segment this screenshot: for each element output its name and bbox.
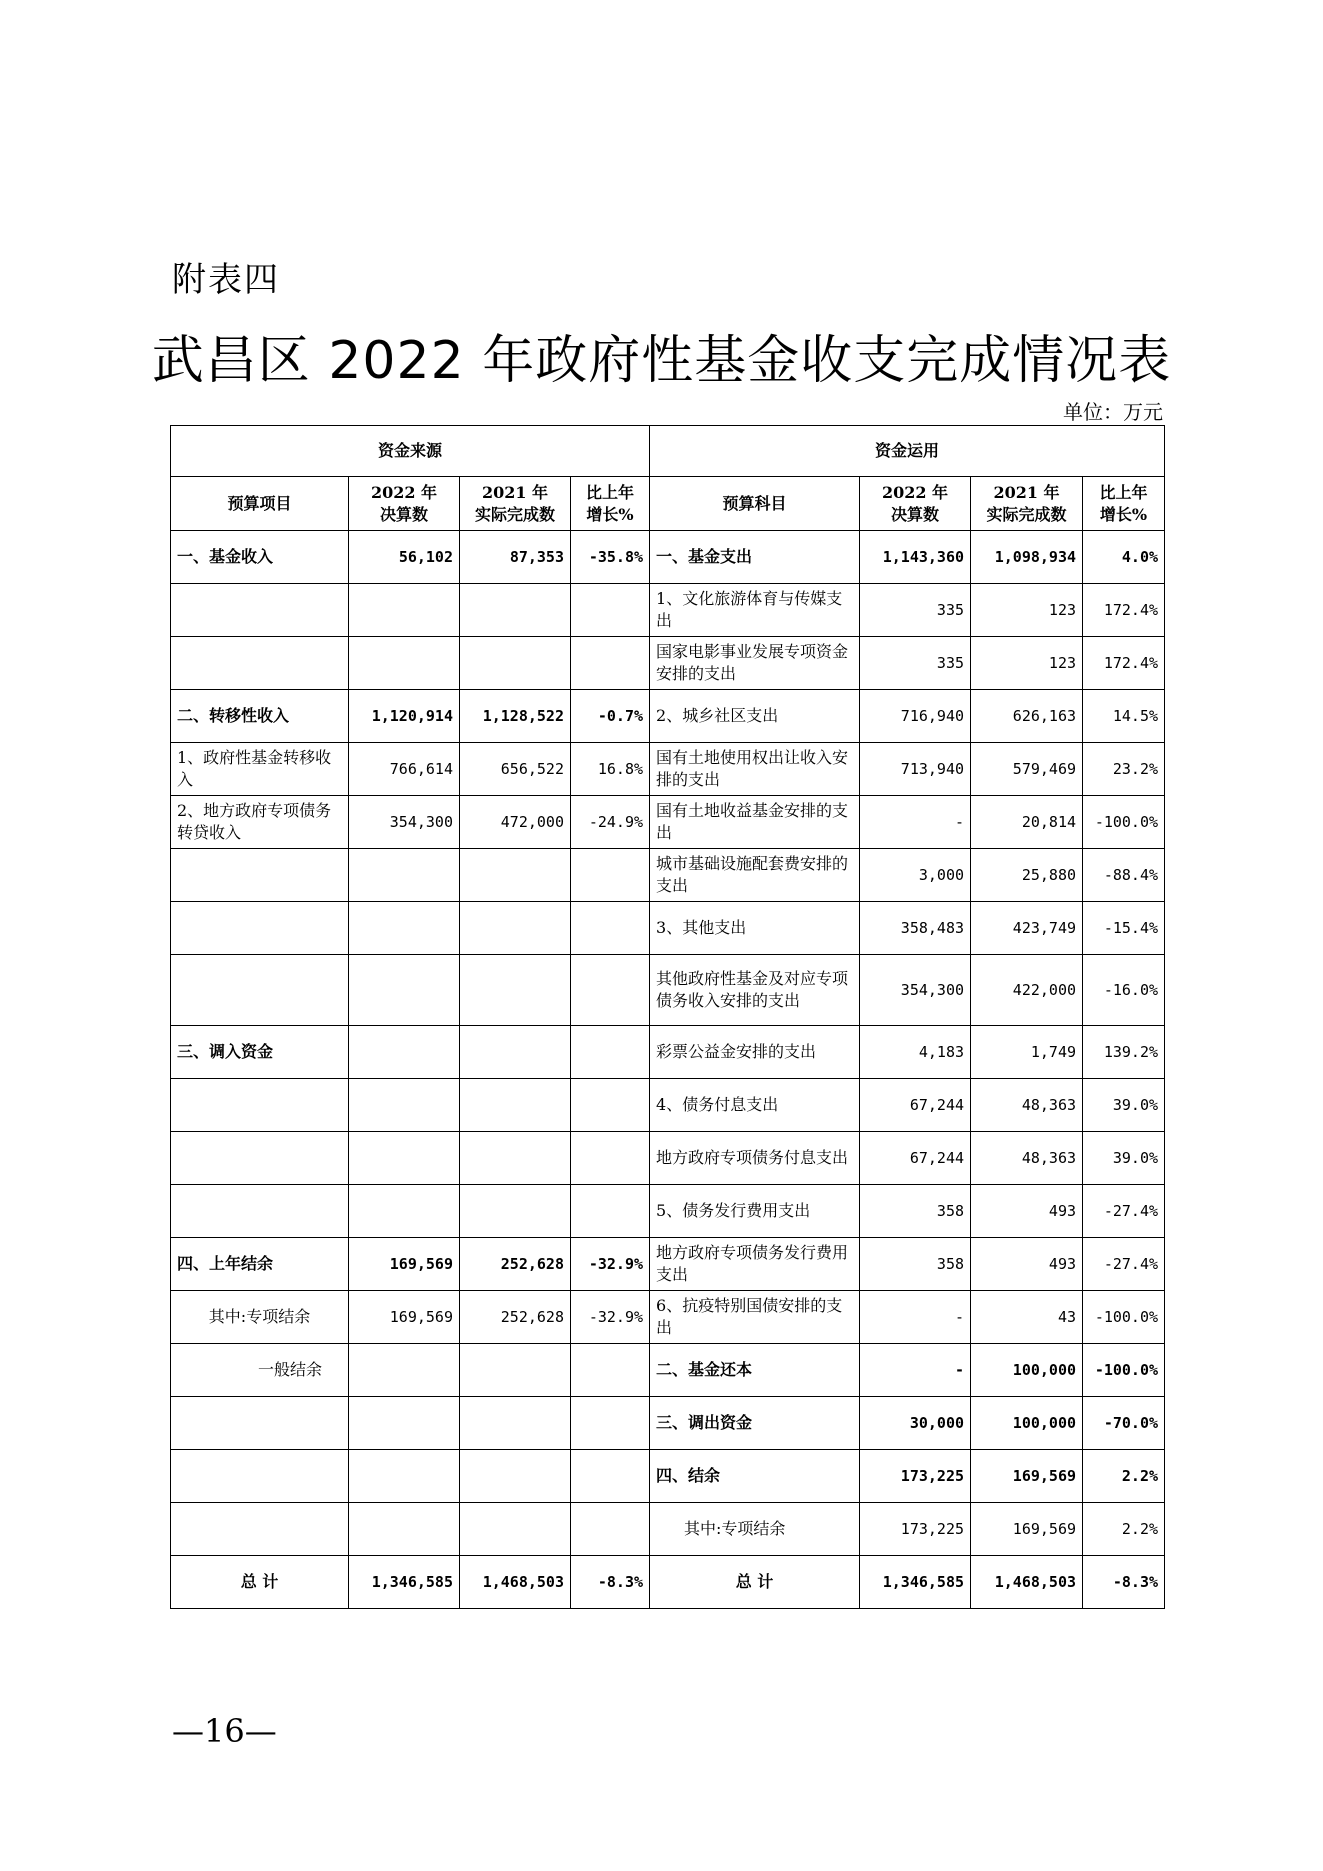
source-item: 四、上年结余: [171, 1238, 349, 1291]
source-growth: -24.9%: [571, 796, 650, 849]
source-2021: [460, 1079, 571, 1132]
use-item: 四、结余: [650, 1450, 860, 1503]
source-2021: 656,522: [460, 743, 571, 796]
use-item: 6、抗疫特别国债安排的支出: [650, 1291, 860, 1344]
use-2022: 716,940: [860, 690, 971, 743]
section-source: 资金来源: [171, 426, 650, 477]
source-2021: 252,628: [460, 1238, 571, 1291]
use-growth: 172.4%: [1083, 584, 1165, 637]
use-2021: 579,469: [971, 743, 1083, 796]
column-header-row: [171, 477, 1165, 531]
use-growth: 172.4%: [1083, 637, 1165, 690]
source-2022: [349, 1397, 460, 1450]
source-item: [171, 1450, 349, 1503]
source-growth: [571, 902, 650, 955]
use-item: 三、调出资金: [650, 1397, 860, 1450]
col-header-2022: 2022 年 决算数: [860, 477, 971, 531]
source-item: 2、地方政府专项债务转贷收入: [171, 796, 349, 849]
use-2022: 3,000: [860, 849, 971, 902]
source-2021: [460, 1344, 571, 1397]
use-item: 彩票公益金安排的支出: [650, 1026, 860, 1079]
col-header-subject: 预算科目: [650, 477, 860, 531]
source-2022: [349, 1132, 460, 1185]
source-growth: [571, 955, 650, 1026]
use-2021: 423,749: [971, 902, 1083, 955]
source-2021: [460, 955, 571, 1026]
source-2022: [349, 1503, 460, 1556]
source-growth: [571, 1079, 650, 1132]
source-2022: 1,346,585: [349, 1556, 460, 1609]
source-growth: [571, 1503, 650, 1556]
source-growth: -32.9%: [571, 1291, 650, 1344]
source-growth: [571, 584, 650, 637]
source-2021: 472,000: [460, 796, 571, 849]
use-growth: -88.4%: [1083, 849, 1165, 902]
use-2022: 173,225: [860, 1503, 971, 1556]
source-item: 二、转移性收入: [171, 690, 349, 743]
source-total-label: 总 计: [171, 1556, 349, 1609]
use-2021: 422,000: [971, 955, 1083, 1026]
use-growth: 2.2%: [1083, 1503, 1165, 1556]
use-2022: 358: [860, 1185, 971, 1238]
source-item: 三、调入资金: [171, 1026, 349, 1079]
page-title: 武昌区 2022 年政府性基金收支完成情况表: [151, 331, 1172, 391]
use-item: 国有土地使用权出让收入安排的支出: [650, 743, 860, 796]
use-2021: 48,363: [971, 1079, 1083, 1132]
table-row: [171, 584, 1165, 637]
use-growth: 39.0%: [1083, 1132, 1165, 1185]
use-2022: -: [860, 1291, 971, 1344]
source-growth: -32.9%: [571, 1238, 650, 1291]
source-2022: [349, 1026, 460, 1079]
section-use: 资金运用: [650, 426, 1165, 477]
source-2022: [349, 1185, 460, 1238]
fund-table: [170, 425, 1165, 1609]
use-2021: 493: [971, 1238, 1083, 1291]
source-item: [171, 1503, 349, 1556]
use-total-label: 总 计: [650, 1556, 860, 1609]
source-item: [171, 1185, 349, 1238]
use-2021: 123: [971, 637, 1083, 690]
source-2021: 1,128,522: [460, 690, 571, 743]
source-item: [171, 955, 349, 1026]
use-2022: 358,483: [860, 902, 971, 955]
use-2021: 20,814: [971, 796, 1083, 849]
table-row: [171, 796, 1165, 849]
source-item: [171, 584, 349, 637]
col-header-2021: 2021 年 实际完成数: [460, 477, 571, 531]
use-item: 1、文化旅游体育与传媒支出: [650, 584, 860, 637]
source-growth: [571, 1132, 650, 1185]
use-2022: 1,143,360: [860, 531, 971, 584]
use-item: 一、基金支出: [650, 531, 860, 584]
use-2021: 123: [971, 584, 1083, 637]
use-growth: 139.2%: [1083, 1026, 1165, 1079]
source-2022: 1,120,914: [349, 690, 460, 743]
col-header-2022: 2022 年 决算数: [349, 477, 460, 531]
source-growth: [571, 1397, 650, 1450]
source-growth: [571, 1344, 650, 1397]
source-growth: 16.8%: [571, 743, 650, 796]
source-2021: [460, 902, 571, 955]
table-row: [171, 690, 1165, 743]
source-2022: [349, 1079, 460, 1132]
table-row: [171, 637, 1165, 690]
table-row: [171, 531, 1165, 584]
table-row: [171, 955, 1165, 1026]
table-row: [171, 1397, 1165, 1450]
use-2021: 169,569: [971, 1450, 1083, 1503]
page-number: —16—: [172, 1712, 277, 1750]
use-2022: 713,940: [860, 743, 971, 796]
table-row: [171, 1185, 1165, 1238]
use-growth: -27.4%: [1083, 1238, 1165, 1291]
table-row: [171, 1079, 1165, 1132]
source-2021: 252,628: [460, 1291, 571, 1344]
use-2022: 67,244: [860, 1079, 971, 1132]
source-2021: [460, 849, 571, 902]
table-row: [171, 1132, 1165, 1185]
source-item: [171, 637, 349, 690]
source-2021: [460, 637, 571, 690]
source-2021: [460, 1503, 571, 1556]
use-2021: 169,569: [971, 1503, 1083, 1556]
unit-label: 单位：万元: [1063, 400, 1163, 424]
use-2021: 25,880: [971, 849, 1083, 902]
source-2022: 56,102: [349, 531, 460, 584]
use-2021: 100,000: [971, 1397, 1083, 1450]
use-2022: 1,346,585: [860, 1556, 971, 1609]
appendix-label: 附表四: [172, 260, 280, 300]
source-2022: [349, 584, 460, 637]
use-2022: 67,244: [860, 1132, 971, 1185]
use-2022: 335: [860, 584, 971, 637]
use-2022: 354,300: [860, 955, 971, 1026]
table-row: [171, 1450, 1165, 1503]
source-item: [171, 1079, 349, 1132]
use-growth: 23.2%: [1083, 743, 1165, 796]
use-growth: -100.0%: [1083, 1291, 1165, 1344]
col-header-growth: 比上年 增长%: [571, 477, 650, 531]
source-2022: 766,614: [349, 743, 460, 796]
use-growth: -15.4%: [1083, 902, 1165, 955]
use-2021: 100,000: [971, 1344, 1083, 1397]
source-growth: -8.3%: [571, 1556, 650, 1609]
use-growth: -100.0%: [1083, 796, 1165, 849]
source-item: 1、政府性基金转移收入: [171, 743, 349, 796]
source-2022: 354,300: [349, 796, 460, 849]
use-growth: -16.0%: [1083, 955, 1165, 1026]
use-growth: 2.2%: [1083, 1450, 1165, 1503]
total-row: [171, 1556, 1165, 1609]
use-growth: -27.4%: [1083, 1185, 1165, 1238]
table-row: [171, 1503, 1165, 1556]
source-2022: [349, 902, 460, 955]
use-2021: 1,468,503: [971, 1556, 1083, 1609]
use-item: 其他政府性基金及对应专项债务收入安排的支出: [650, 955, 860, 1026]
use-2022: -: [860, 796, 971, 849]
use-growth: -100.0%: [1083, 1344, 1165, 1397]
use-growth: -8.3%: [1083, 1556, 1165, 1609]
source-item: 其中:专项结余: [171, 1291, 349, 1344]
source-2022: [349, 1450, 460, 1503]
use-item: 5、债务发行费用支出: [650, 1185, 860, 1238]
use-2022: 30,000: [860, 1397, 971, 1450]
source-2022: [349, 1344, 460, 1397]
use-item: 2、城乡社区支出: [650, 690, 860, 743]
use-item: 国有土地收益基金安排的支出: [650, 796, 860, 849]
source-2022: 169,569: [349, 1238, 460, 1291]
source-item: [171, 902, 349, 955]
source-item: 一般结余: [171, 1344, 349, 1397]
use-item: 其中:专项结余: [650, 1503, 860, 1556]
source-growth: [571, 637, 650, 690]
table-row: [171, 849, 1165, 902]
use-2021: 48,363: [971, 1132, 1083, 1185]
table-row: [171, 743, 1165, 796]
source-2022: [349, 637, 460, 690]
use-growth: 39.0%: [1083, 1079, 1165, 1132]
use-2022: 4,183: [860, 1026, 971, 1079]
source-item: [171, 849, 349, 902]
source-growth: [571, 1185, 650, 1238]
use-2022: 173,225: [860, 1450, 971, 1503]
use-2022: 358: [860, 1238, 971, 1291]
source-item: [171, 1132, 349, 1185]
source-2021: [460, 1450, 571, 1503]
source-2021: [460, 1026, 571, 1079]
use-item: 城市基础设施配套费安排的支出: [650, 849, 860, 902]
source-2021: 1,468,503: [460, 1556, 571, 1609]
table-row: [171, 902, 1165, 955]
source-growth: [571, 849, 650, 902]
table-row: [171, 1291, 1165, 1344]
use-2021: 1,749: [971, 1026, 1083, 1079]
source-growth: -35.8%: [571, 531, 650, 584]
use-item: 地方政府专项债务付息支出: [650, 1132, 860, 1185]
use-item: 地方政府专项债务发行费用支出: [650, 1238, 860, 1291]
use-item: 4、债务付息支出: [650, 1079, 860, 1132]
table-row: [171, 1344, 1165, 1397]
source-2021: [460, 1397, 571, 1450]
use-2021: 626,163: [971, 690, 1083, 743]
source-2022: 169,569: [349, 1291, 460, 1344]
use-2021: 493: [971, 1185, 1083, 1238]
source-2021: 87,353: [460, 531, 571, 584]
use-growth: 14.5%: [1083, 690, 1165, 743]
table-row: [171, 1026, 1165, 1079]
col-header-2021: 2021 年 实际完成数: [971, 477, 1083, 531]
section-header-row: [171, 426, 1165, 477]
source-growth: [571, 1450, 650, 1503]
source-2022: [349, 849, 460, 902]
source-item: [171, 1397, 349, 1450]
source-2021: [460, 1185, 571, 1238]
use-2022: 335: [860, 637, 971, 690]
source-2021: [460, 1132, 571, 1185]
col-header-item: 预算项目: [171, 477, 349, 531]
use-growth: -70.0%: [1083, 1397, 1165, 1450]
use-2021: 1,098,934: [971, 531, 1083, 584]
use-item: 3、其他支出: [650, 902, 860, 955]
use-item: 国家电影事业发展专项资金安排的支出: [650, 637, 860, 690]
use-2021: 43: [971, 1291, 1083, 1344]
source-item: 一、基金收入: [171, 531, 349, 584]
col-header-growth: 比上年 增长%: [1083, 477, 1165, 531]
table-row: [171, 1238, 1165, 1291]
source-2022: [349, 955, 460, 1026]
use-item: 二、基金还本: [650, 1344, 860, 1397]
source-2021: [460, 584, 571, 637]
use-growth: 4.0%: [1083, 531, 1165, 584]
source-growth: [571, 1026, 650, 1079]
use-2022: -: [860, 1344, 971, 1397]
source-growth: -0.7%: [571, 690, 650, 743]
